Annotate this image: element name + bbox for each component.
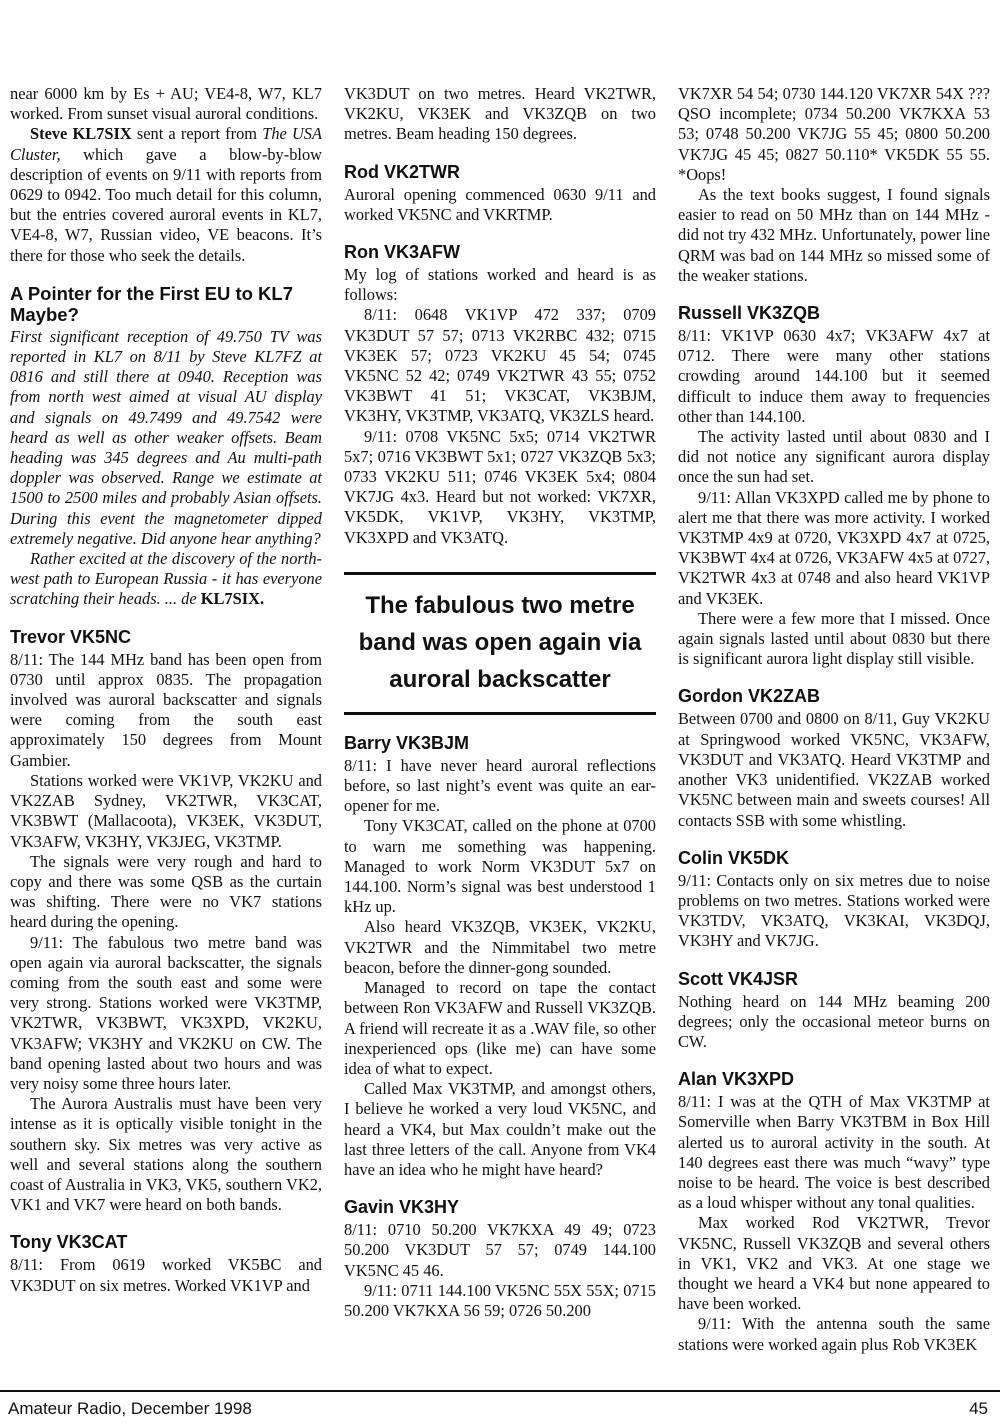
paragraph: 8/11: 0648 VK1VP 472 337; 0709 VK3DUT 57 57; 0713 VK2RBC 432; 0715 VK3EK 57; 0723 VK2KU 45 54; 0745 VK5NC 52 42; 0749 VK2TWR 43 55; 0752 VK3BWT 41 51; VK3CAT, VK3BJM, VK3HY, VK3TMP, VK3ATQ, VK3ZLS heard. [344, 305, 656, 426]
paragraph: 9/11: 0708 VK5NC 5x5; 0714 VK2TWR 5x7; 0716 VK3BWT 5x1; 0727 VK3ZQB 5x3; 0733 VK2KU 511; 0746 VK3EK 5x4; 0804 VK7JG 4x3. Heard but not worked: VK7XR, VK5DK, VK1VP, VK3HY, VK3TMP, VK3XPD and VK3ATQ. [344, 426, 656, 547]
paragraph: VK7XR 54 54; 0730 144.120 VK7XR 54X ??? QSO incomplete; 0734 50.200 VK7KXA 53 53; 0748 50.200 VK7JG 55 45; 0800 50.200 VK7JG 45 45; 0827 50.110* VK5DK 55 55. *Oops! [678, 84, 990, 184]
paragraph: Managed to record on tape the contact between Ron VK3AFW and Russell VK3ZQB. A friend will recreate it as a .WAV file, so other inexperienced ops (like me) can have some idea of what to expect. [344, 978, 656, 1078]
section-heading: Russell VK3ZQB [678, 303, 821, 324]
column-2 [344, 84, 656, 1321]
section-heading: Tony VK3CAT [10, 1232, 128, 1253]
paragraph: 8/11: From 0619 worked VK5BC and VK3DUT on six metres. Worked VK1VP and [10, 1255, 322, 1295]
paragraph [10, 124, 322, 265]
text-run: sent a report from [131, 124, 263, 144]
section-heading: Gordon VK2ZAB [678, 686, 820, 707]
column-3 [678, 84, 990, 1355]
text-run: which gave a blow-by-blow description of events on 9/11 with reports from 0629 to 0942. Too much detail for this column, but the entries covered auroral events in KL7, VE4-8, W7, Russian video, VE beacons. It’s there for those who seek the details. [10, 144, 322, 265]
paragraph: Nothing heard on 144 MHz beaming 200 degrees; only the occasional meteor burns on CW. [678, 991, 990, 1051]
paragraph: First significant reception of 49.750 TV was reported in KL7 on 8/11 by Steve KL7FZ at 0816 and still there at 0940. Reception was from north west aimed at visual AU display and signals on 49.7499 and 49.7542 were heard as well as other weaker offsets. Beam heading was 345 degrees and Au multi-path doppler was observed. Range we estimate at 1500 to 2500 miles and probably Asian offsets. During this event the magnetometer dipped extremely negative. Did anyone hear anything? [10, 326, 322, 548]
section-heading: Trevor VK5NC [10, 626, 132, 647]
paragraph: VK3DUT on two metres. Heard VK2TWR, VK2KU, VK3EK and VK3ZQB on two metres. Beam heading 150 degrees. [344, 84, 656, 144]
author-name: Steve KL7SIX [30, 124, 132, 144]
page-footer [0, 1390, 1000, 1427]
signature: KL7SIX. [200, 589, 265, 609]
column-1 [10, 84, 322, 1296]
paragraph: As the text books suggest, I found signals easier to read on 50 MHz than on 144 MHz - did not try 432 MHz. Unfortunately, power line QRM was bad on 144 MHz so missed some of the weaker stations. [678, 185, 990, 285]
paragraph: 9/11: The fabulous two metre band was open again via auroral backscatter, the signals coming from the south east and some were very strong. Stations worked were VK3TMP, VK2TWR, VK3BWT, VK3XPD, VK2KU, VK3AFW; VK3HY and VK2KU on CW. The band opening lasted about two hours and was very noisy some three hours later. [10, 932, 322, 1093]
paragraph: Called Max VK3TMP, and amongst others, I believe he worked a very loud VK5NC, and heard a VK4, but Max couldn’t make out the last three letters of the call. Anyone from VK4 have an idea who he might have heard? [344, 1079, 656, 1179]
paragraph: Also heard VK3ZQB, VK3EK, VK2KU, VK2TWR and the Nimmitabel two metre beacon, before the dinner-gong sounded. [344, 917, 656, 977]
section-heading: Alan VK3XPD [678, 1069, 795, 1090]
paragraph: Stations worked were VK1VP, VK2KU and VK2ZAB Sydney, VK2TWR, VK3CAT, VK3BWT (Mallacoota), VK3EK, VK3DUT, VK3AFW, VK3HY, VK3JEG, VK3TMP. [10, 770, 322, 851]
paragraph: near 6000 km by Es + AU; VE4-8, W7, KL7 worked. From sunset visual auroral conditions. [10, 84, 322, 124]
source-title: The USA Cluster, [10, 124, 322, 164]
section-heading: Barry VK3BJM [344, 732, 470, 753]
paragraph: The Aurora Australis must have been very intense as it is optically visible tonight in the southern sky. Six metres was very active as well and several stations along the southern coast of Australia in VK3, VK5, southern VK2, VK1 and VK7 were heard on both bands. [10, 1094, 322, 1215]
paragraph: 8/11: 0710 50.200 VK7KXA 49 49; 0723 50.200 VK3DUT 57 57; 0749 144.100 VK5NC 45 46. [344, 1220, 656, 1280]
paragraph [10, 549, 322, 610]
pull-quote: The fabulous two metre band was open again via auroral backscatter [344, 572, 656, 715]
section-heading: Colin VK5DK [678, 847, 790, 868]
section-heading: Ron VK3AFW [344, 242, 460, 263]
paragraph: Tony VK3CAT, called on the phone at 0700 to warn me something was happening. Managed to work Norm VK3DUT 5x7 on 144.100. Norm’s signal was best understood 1 kHz up. [344, 816, 656, 917]
publication-line: Amateur Radio, December 1998 [8, 1399, 252, 1418]
paragraph: 9/11: With the antenna south the same stations were worked again plus Rob VK3EK [678, 1314, 990, 1354]
section-heading: Gavin VK3HY [344, 1197, 460, 1218]
section-heading: A Pointer for the First EU to KL7 Maybe? [10, 282, 293, 325]
paragraph: The signals were very rough and hard to copy and there was some QSB as the curtain was shifting. There were no VK7 stations heard during the opening. [10, 851, 322, 932]
paragraph: 8/11: I was at the QTH of Max VK3TMP at Somerville when Barry VK3TBM in Box Hill alerted us to auroral activity in the south. At 140 degrees east there was much “wavy” type noise to be heard. The voice is best described as a loud whisper without any tonal qualities. [678, 1092, 990, 1213]
paragraph: 9/11: Contacts only on six metres due to noise problems on two metres. Stations worked were VK3TDV, VK3ATQ, VK3KAI, VK3DQJ, VK3HY and VK7JG. [678, 870, 990, 951]
paragraph: 8/11: VK1VP 0630 4x7; VK3AFW 4x7 at 0712. There were many other stations crowding around 144.100 but it seemed difficult to induce them away to frequencies other than 144.100. [678, 326, 990, 426]
paragraph: There were a few more that I missed. Once again signals lasted until about 0830 but there is significant aurora light display still visible. [678, 608, 990, 669]
page-number: 45 [969, 1399, 988, 1418]
paragraph: Auroral opening commenced 0630 9/11 and worked VK5NC and VKRTMP. [344, 184, 656, 224]
section-heading: Rod VK2TWR [344, 161, 460, 182]
paragraph: My log of stations worked and heard is as follows: [344, 265, 656, 305]
paragraph: Between 0700 and 0800 on 8/11, Guy VK2KU at Springwood worked VK5NC, VK3AFW, VK3DUT and VK3ATQ. Heard VK3TMP and another VK3 unidentified. VK2ZAB worked VK5NC between main and sweets courses! All contacts SSB with some whistling. [678, 709, 990, 830]
paragraph: 9/11: 0711 144.100 VK5NC 55X 55X; 0715 50.200 VK7KXA 56 59; 0726 50.200 [344, 1280, 656, 1320]
section-heading: Scott VK4JSR [678, 968, 799, 989]
text-run: Rather excited at the discovery of the north-west path to European Russia - it has everyone scratching their heads. ... de [10, 549, 322, 609]
paragraph: The activity lasted until about 0830 and I did not notice any significant aurora display once the sun had set. [678, 427, 990, 487]
paragraph: 8/11: The 144 MHz band has been open from 0730 until approx 0835. The propagation involved was auroral backscatter and signals were coming from the south east approximately 150 degrees from Mount Gambier. [10, 649, 322, 770]
paragraph: 9/11: Allan VK3XPD called me by phone to alert me that there was more activity. I worked VK3TMP 4x9 at 0720, VK3XPD 4x7 at 0725, VK3BWT 4x4 at 0726, VK3AFW 4x5 at 0727, VK2TWR 4x3 at 0748 and also heard VK1VP and VK3EK. [678, 487, 990, 608]
paragraph: Max worked Rod VK2TWR, Trevor VK5NC, Russell VK3ZQB and several others in VK1, VK2 and VK3. At one stage we thought we heard a VK4 but none appeared to have been worked. [678, 1213, 990, 1314]
paragraph: 8/11: I have never heard auroral reflections before, so last night’s event was quite an ear-opener for me. [344, 755, 656, 816]
